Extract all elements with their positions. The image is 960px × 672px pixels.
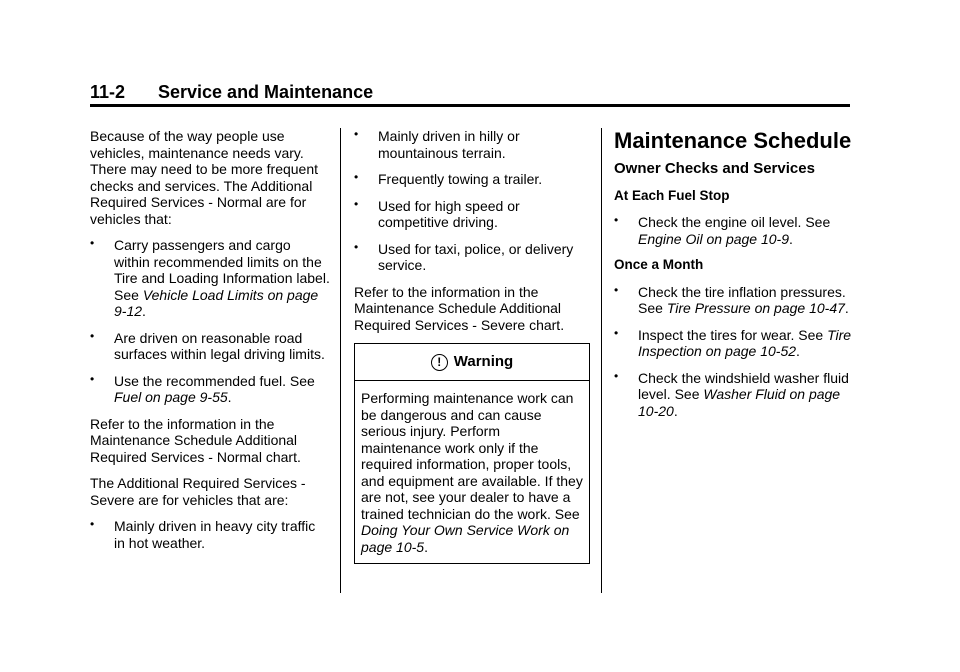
cross-reference-link[interactable]: Tire Pressure on page 10-47	[666, 300, 845, 316]
header-rule	[90, 104, 850, 107]
list-item: • Use the recommended fuel. See Fuel on page 9-55.	[90, 373, 330, 406]
warning-box	[354, 343, 590, 564]
normal-chart-paragraph: Refer to the information in the Maintenance Schedule Additional Required Services - Normal chart.	[90, 415, 301, 465]
list-item: • Check the windshield washer fluid level. See Washer Fluid on page 10-20.	[614, 370, 854, 420]
warning-body: Performing maintenance work can be dangerous and can cause serious injury. Perform maintenance work only if the required information, proper tools, and equipment are available. If they are not, see your dealer to have a trained technician do the work. See Doing Your Own Service Work on page 10-5.	[361, 390, 583, 555]
list-item: • Used for high speed or competitive driving.	[354, 198, 590, 231]
column-3	[614, 128, 854, 429]
fuel-stop-heading: At Each Fuel Stop	[614, 187, 730, 203]
list-item: • Are driven on reasonable road surfaces within legal driving limits.	[90, 330, 330, 363]
page-number: 11-2	[90, 82, 126, 102]
warning-title: Warning	[453, 352, 514, 370]
intro-paragraph: Because of the way people use vehicles, maintenance needs vary. There may need to be more frequent checks and services. The Additional Required Services - Normal are for vehicles that:	[90, 128, 319, 227]
list-item: • Mainly driven in heavy city traffic in hot weather.	[90, 518, 330, 551]
cross-reference-link[interactable]: Engine Oil on page 10-9	[638, 230, 789, 247]
list-item: • Check the engine oil level. See Engine Oil on page 10-9.	[614, 214, 854, 247]
list-item: • Mainly driven in hilly or mountainous terrain.	[354, 128, 590, 161]
page-title: Service and Maintenance	[158, 82, 374, 102]
list-item: • Carry passengers and cargo within recommended limits on the Tire and Loading Information label. See Vehicle Load Limits on page 9-12.	[90, 237, 330, 320]
section-heading: Maintenance Schedule	[614, 128, 852, 153]
list-item: • Frequently towing a trailer.	[354, 171, 590, 188]
fuel-stop-list	[614, 214, 854, 247]
warning-icon: !	[431, 354, 448, 371]
severe-conditions-list	[90, 518, 330, 551]
monthly-heading: Once a Month	[614, 257, 704, 272]
column-divider	[601, 128, 602, 593]
page-header	[90, 82, 850, 104]
list-item: • Inspect the tires for wear. See Tire Inspection on page 10-52.	[614, 327, 854, 360]
list-item: • Used for taxi, police, or delivery service.	[354, 241, 590, 274]
severe-intro-paragraph: The Additional Required Services - Severe are for vehicles that are:	[90, 475, 306, 508]
cross-reference-link[interactable]: Fuel on page 9-55	[114, 389, 228, 405]
column-divider	[340, 128, 341, 593]
normal-conditions-list	[90, 237, 330, 406]
subsection-heading: Owner Checks and Services	[614, 160, 815, 177]
cross-reference-link[interactable]: Washer Fluid on page 10-20	[638, 386, 841, 419]
severe-chart-paragraph: Refer to the information in the Maintenance Schedule Additional Required Services - Severe chart.	[354, 283, 565, 333]
list-item: • Check the tire inflation pressures. See Tire Pressure on page 10-47.	[614, 284, 854, 317]
cross-reference-link[interactable]: Doing Your Own Service Work on page 10-5	[361, 522, 570, 555]
severe-conditions-list-continued	[354, 128, 590, 274]
cross-reference-link[interactable]: Tire Inspection on page 10-52	[638, 326, 852, 359]
column-2	[354, 128, 590, 564]
warning-header	[355, 344, 589, 381]
column-1	[90, 128, 330, 561]
cross-reference-link[interactable]: Vehicle Load Limits on page 9-12	[114, 286, 319, 319]
monthly-list	[614, 284, 854, 420]
